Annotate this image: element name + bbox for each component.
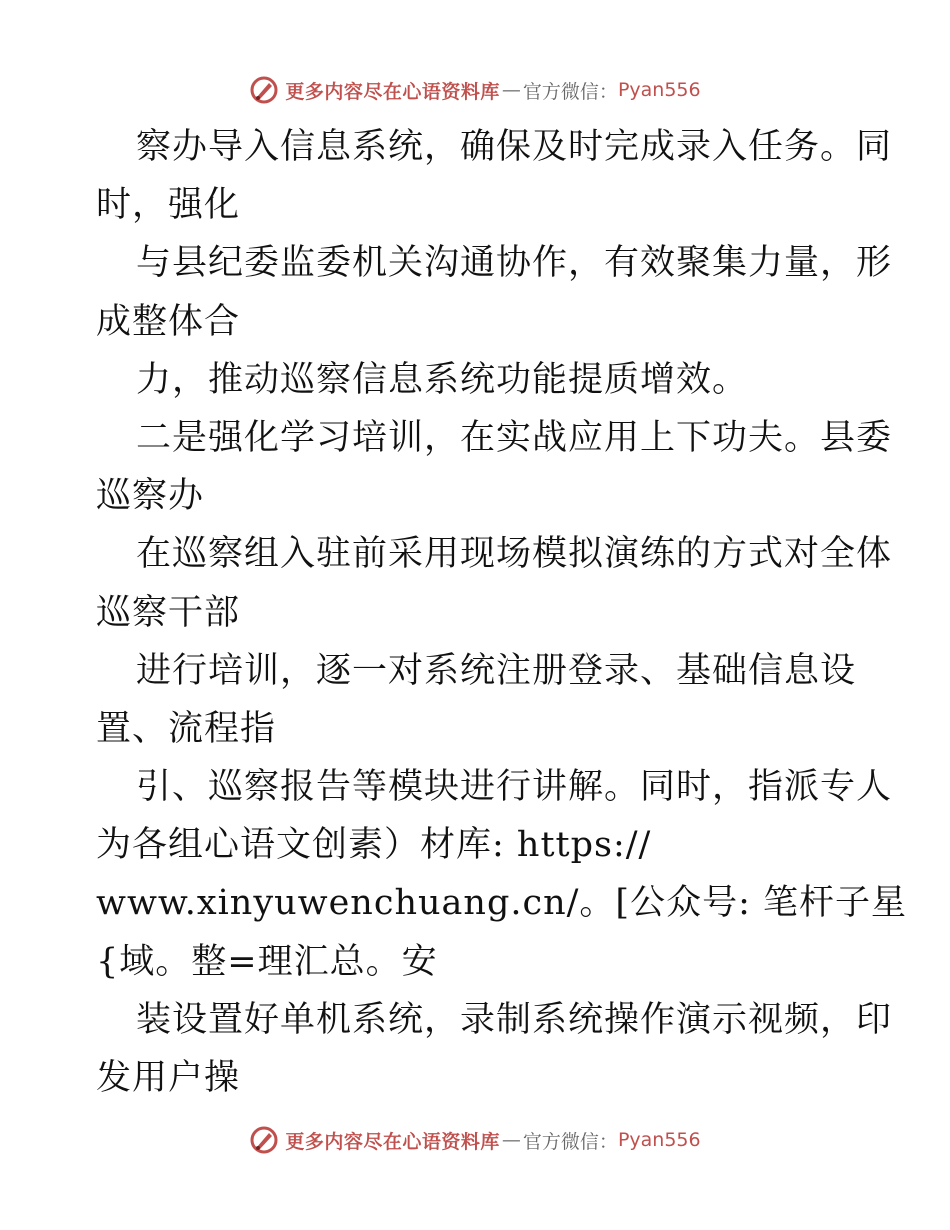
text-line: 时，强化: [96, 185, 241, 226]
text-line: 发用户操: [96, 1058, 241, 1098]
banner-contact-label: 官方微信：: [522, 80, 618, 103]
text-line: 察办导入信息系统，确保及时完成录入任务。同: [136, 127, 893, 167]
footer-banner: [0, 1120, 950, 1160]
banner-brand: 更多内容尽在心语资料库: [285, 1130, 500, 1153]
text-line: 力，推动巡察信息系统功能提质增效。: [136, 359, 749, 400]
text-line: 引、巡察报告等模块进行讲解。同时，指派专人: [136, 767, 893, 808]
text-line: 二是强化学习培训，在实战应用上下功夫。县委: [136, 417, 893, 458]
banner-brand: 更多内容尽在心语资料库: [285, 80, 500, 103]
text-line: 巡察办: [96, 476, 205, 517]
text-line: 装设置好单机系统，录制系统操作演示视频，印: [136, 999, 893, 1040]
header-banner: [0, 70, 950, 110]
text-line: 为各组心语文创素）材库: https://: [96, 825, 652, 866]
banner-contact-id: Pyan556: [617, 1129, 701, 1151]
text-line: 与县纪委监委机关沟通协作，有效聚集力量，形: [136, 243, 893, 284]
pen-logo-icon: [249, 1125, 279, 1155]
document-body: [96, 118, 907, 1107]
banner-separator: —: [501, 79, 521, 101]
text-line: 在巡察组入驻前采用现场模拟演练的方式对全体: [136, 534, 893, 575]
text-line: www.xinyuwenchuang.cn/。[公众号: 笔杆子星: [96, 883, 907, 924]
banner-contact-label: 官方微信：: [522, 1130, 618, 1153]
text-line: 巡察干部: [96, 592, 241, 633]
text-line: 置、流程指: [96, 708, 277, 749]
pen-logo-icon: [249, 75, 279, 105]
banner-contact-id: Pyan556: [617, 79, 701, 101]
text-line: 成整体合: [96, 301, 241, 342]
banner-separator: —: [501, 1129, 521, 1151]
text-line: {域。整=理汇总。安: [96, 941, 438, 982]
text-line: 进行培训，逐一对系统注册登录、基础信息设: [136, 650, 857, 691]
